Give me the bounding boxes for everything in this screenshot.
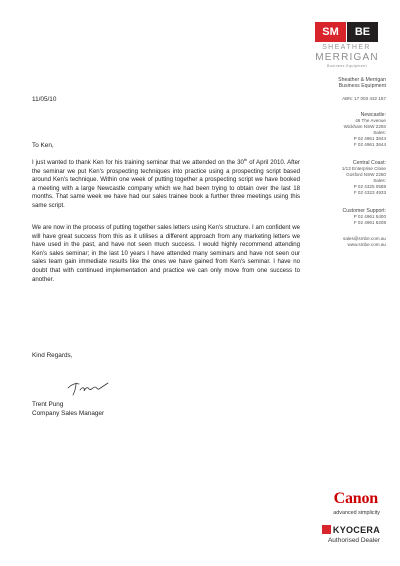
central-coast-heading: Central Coast: — [352, 160, 386, 166]
newcastle-line: Sales: — [373, 130, 386, 135]
newcastle-line: 46 The Avenue — [355, 118, 386, 123]
company-name: Sheather & Merrigan — [338, 77, 386, 83]
signer-name: Trent Pung — [32, 401, 64, 408]
paragraph-1 — [32, 156, 300, 211]
newcastle-line: Wickham NSW 2293 — [343, 124, 386, 129]
logo-sm-mark: SM — [315, 22, 346, 42]
newcastle-heading: Newcastle: — [360, 112, 386, 118]
signer-block — [32, 400, 104, 418]
authorised-dealer-label: Authorised Dealer — [327, 537, 380, 544]
central-coast-line: F 02 4323 4933 — [353, 190, 386, 195]
letter-greeting: To Ken, — [32, 142, 54, 149]
sidebar-support — [342, 208, 386, 226]
letter-closing: Kind Regards, — [32, 352, 73, 359]
signature-image — [64, 374, 110, 398]
letter-date: 11/05/10 — [32, 96, 57, 103]
support-line: P 02 4961 5400 — [353, 214, 386, 219]
central-coast-line: 1/13 Enterprise Close — [341, 166, 386, 171]
central-coast-line: Sales: — [373, 178, 386, 183]
sidebar-abn: ABN: 17 003 432 157 — [342, 96, 386, 101]
brand-name-line2: MERRIGAN — [315, 52, 379, 63]
date-ordinal: th — [243, 157, 248, 162]
kyocera-mark-icon — [322, 525, 331, 534]
contact-email: sales@smbe.com.au — [343, 236, 386, 241]
newcastle-line: P 02 4961 3844 — [353, 136, 386, 141]
contact-website: www.smbe.com.au — [347, 242, 386, 247]
sidebar-company — [338, 77, 386, 89]
brand-tagline: Business Equipment — [327, 64, 367, 68]
sidebar-newcastle — [344, 112, 386, 148]
paragraph-1-rest: of April 2010. After the seminar we put Ken's prospecting techniques into practice using a prospecting script based around Ken's technique. Within one week of putting together a prospecting script we have booked a meeting with a large Newcastle company which we had been trying to obtain over the last 18 months. That same week we have had our sales trainee book a further three meetings using this same script. — [32, 159, 300, 209]
canon-tagline: advanced simplicity — [333, 510, 380, 516]
newcastle-line: F 02 4961 3644 — [353, 142, 386, 147]
company-division: Business Equipment — [338, 83, 386, 89]
paragraph-1-start: I just wanted to thank Ken for his training seminar that we attended on the 30 — [32, 159, 244, 167]
sidebar-central-coast — [342, 160, 386, 196]
kyocera-logo — [322, 525, 380, 535]
sidebar-contact — [343, 236, 386, 248]
paragraph-2: We are now in the process of putting together sales letters using Ken's structure. I am confident we will have great success from this as it utilises a different approach from any marketing letters we have used in the past, and have not seen much success. I would highly recommend attending Ken's sales seminar; in the last 10 years I have attended many seminars and have not seen our sales team gain immediate results like the ones we have gained from Ken's seminar. I have no doubt that with continued implementation and practice we can only move from one success to another. — [32, 224, 300, 283]
logo-be-mark: BE — [347, 22, 378, 42]
central-coast-line: P 02 4325 0588 — [353, 184, 386, 189]
canon-logo: Canon — [333, 490, 378, 507]
kyocera-wordmark: KYOCERA — [332, 525, 380, 535]
support-heading: Customer Support: — [342, 208, 386, 214]
support-line: F 02 4961 6208 — [353, 220, 386, 225]
signer-title: Company Sales Manager — [32, 410, 105, 417]
central-coast-line: Gosford NSW 2250 — [346, 172, 386, 177]
brand-name-line1: SHEATHER — [322, 44, 371, 51]
